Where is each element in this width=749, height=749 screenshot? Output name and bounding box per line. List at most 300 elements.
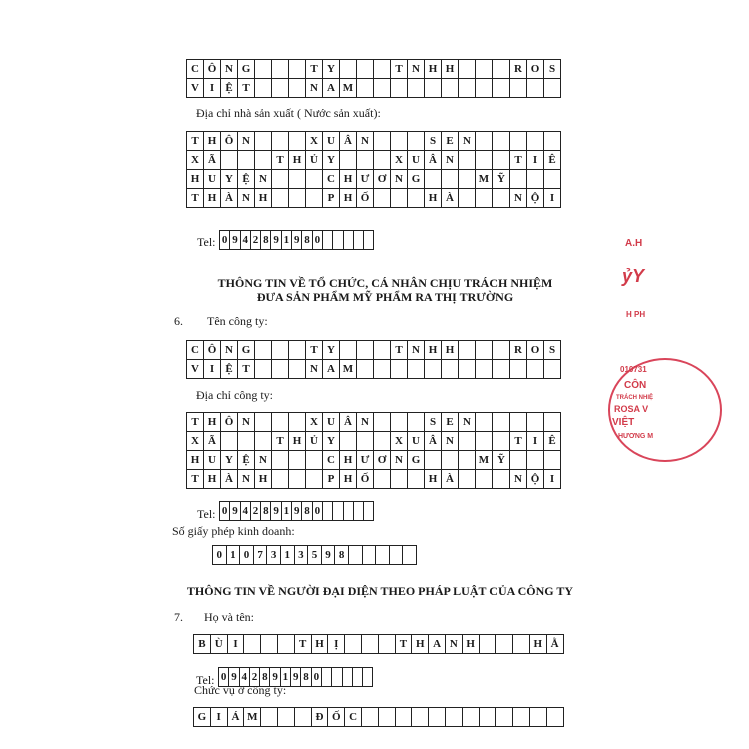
- char-box: I: [544, 189, 561, 208]
- char-box: 2: [251, 502, 261, 521]
- char-box: X: [187, 432, 204, 451]
- char-box: [544, 170, 561, 189]
- char-box: [544, 413, 561, 432]
- char-box: X: [187, 151, 204, 170]
- char-box: N: [408, 341, 425, 360]
- char-box: [544, 132, 561, 151]
- char-box: 8: [260, 668, 270, 687]
- char-box: [238, 432, 255, 451]
- char-box: 1: [282, 231, 292, 250]
- char-box: [289, 170, 306, 189]
- char-box: P: [323, 189, 340, 208]
- char-box: M: [340, 79, 357, 98]
- char-box: N: [459, 413, 476, 432]
- char-box: T: [391, 341, 408, 360]
- char-box: 9: [322, 546, 336, 565]
- char-box: [306, 189, 323, 208]
- char-box: B: [194, 635, 211, 654]
- char-box: X: [391, 151, 408, 170]
- char-box: H: [442, 60, 459, 79]
- char-box: [425, 170, 442, 189]
- char-box: 2: [251, 231, 261, 250]
- char-box: [544, 451, 561, 470]
- char-box: [527, 451, 544, 470]
- char-box: [480, 708, 497, 727]
- char-box: Y: [323, 341, 340, 360]
- char-box: V: [187, 79, 204, 98]
- char-box: [344, 231, 354, 250]
- char-box: T: [238, 360, 255, 379]
- char-box: [306, 170, 323, 189]
- char-box: Ơ: [374, 451, 391, 470]
- char-box: H: [187, 451, 204, 470]
- char-box: U: [323, 132, 340, 151]
- char-box: S: [544, 60, 561, 79]
- char-box: [442, 360, 459, 379]
- char-box: [357, 360, 374, 379]
- char-box: 1: [282, 502, 292, 521]
- seal-sub-text: H PH: [626, 310, 646, 319]
- char-box: Ệ: [238, 170, 255, 189]
- char-box: [374, 360, 391, 379]
- char-box: H: [425, 470, 442, 489]
- char-box: [362, 708, 379, 727]
- char-box: Á: [228, 708, 245, 727]
- char-box: O: [527, 341, 544, 360]
- char-box: [333, 231, 343, 250]
- char-box: [255, 413, 272, 432]
- char-box: [510, 132, 527, 151]
- char-box: N: [510, 189, 527, 208]
- char-box: [391, 79, 408, 98]
- char-box: [530, 708, 547, 727]
- char-box: Ố: [328, 708, 345, 727]
- char-box: [544, 79, 561, 98]
- char-box: [493, 360, 510, 379]
- char-box: [306, 451, 323, 470]
- position-label: Chức vụ ở công ty:: [194, 683, 287, 697]
- char-box: T: [306, 60, 323, 79]
- char-box: [476, 341, 493, 360]
- char-box: 8: [261, 502, 271, 521]
- tel-label-a: Tel:: [197, 235, 216, 249]
- char-box: 4: [241, 502, 251, 521]
- char-box: Ô: [221, 132, 238, 151]
- char-box: [476, 470, 493, 489]
- char-box: Â: [425, 151, 442, 170]
- char-box: Y: [221, 170, 238, 189]
- char-box: Ù: [211, 635, 228, 654]
- seal-ring-line5: HƯƠNG M: [618, 433, 654, 440]
- char-box: [221, 151, 238, 170]
- char-box: C: [187, 341, 204, 360]
- char-box: [255, 60, 272, 79]
- representative-header: THÔNG TIN VỀ NGƯỜI ĐẠI DIỆN THEO PHÁP LUẬT CỦA CÔNG TY: [186, 584, 574, 598]
- char-box: [476, 189, 493, 208]
- char-box: A: [323, 79, 340, 98]
- char-box: H: [187, 170, 204, 189]
- char-box: [527, 360, 544, 379]
- char-box: [493, 341, 510, 360]
- char-box: [442, 451, 459, 470]
- char-box: Ệ: [221, 360, 238, 379]
- char-box: I: [527, 432, 544, 451]
- char-box: [323, 231, 333, 250]
- char-box: S: [425, 413, 442, 432]
- char-box: Ô: [221, 413, 238, 432]
- char-box: [496, 708, 513, 727]
- char-box: [255, 79, 272, 98]
- char-box: G: [238, 341, 255, 360]
- char-box: N: [221, 60, 238, 79]
- char-box: H: [289, 151, 306, 170]
- char-box: [362, 635, 379, 654]
- char-box: P: [323, 470, 340, 489]
- char-box: 0: [312, 668, 322, 687]
- license-label: Số giấy phép kinh doanh:: [172, 524, 295, 538]
- char-box: [493, 79, 510, 98]
- char-box: T: [272, 432, 289, 451]
- char-box: T: [187, 470, 204, 489]
- char-box: S: [425, 132, 442, 151]
- char-box: [476, 79, 493, 98]
- char-box: [442, 79, 459, 98]
- char-box: N: [255, 451, 272, 470]
- char-box: Ã: [204, 151, 221, 170]
- char-box: [390, 546, 404, 565]
- char-box: M: [340, 360, 357, 379]
- char-box: [374, 470, 391, 489]
- char-box: N: [408, 60, 425, 79]
- char-box: Ệ: [238, 451, 255, 470]
- char-box: [527, 132, 544, 151]
- char-box: O: [527, 60, 544, 79]
- char-box: [289, 60, 306, 79]
- char-box: Ơ: [374, 170, 391, 189]
- char-box: [408, 470, 425, 489]
- char-box: [289, 79, 306, 98]
- char-box: A: [429, 635, 446, 654]
- char-box: [354, 502, 364, 521]
- license-grid: [212, 545, 417, 565]
- char-box: [340, 341, 357, 360]
- char-box: [238, 151, 255, 170]
- char-box: [357, 60, 374, 79]
- char-box: T: [187, 132, 204, 151]
- char-box: N: [238, 132, 255, 151]
- char-box: C: [345, 708, 362, 727]
- char-box: H: [425, 341, 442, 360]
- char-box: N: [255, 170, 272, 189]
- char-box: [261, 635, 278, 654]
- char-box: H: [340, 451, 357, 470]
- char-box: X: [391, 432, 408, 451]
- char-box: N: [391, 170, 408, 189]
- char-box: S: [544, 341, 561, 360]
- char-box: X: [306, 132, 323, 151]
- char-box: H: [312, 635, 329, 654]
- char-box: [459, 170, 476, 189]
- char-box: [459, 151, 476, 170]
- company-address-grid: [186, 412, 561, 489]
- char-box: 9: [230, 502, 240, 521]
- char-box: 9: [229, 668, 239, 687]
- char-box: [345, 635, 362, 654]
- char-box: [255, 151, 272, 170]
- char-box: N: [221, 341, 238, 360]
- char-box: [332, 668, 342, 687]
- char-box: U: [204, 170, 221, 189]
- seal-ring-top: 010731: [620, 365, 647, 374]
- char-box: [429, 708, 446, 727]
- char-box: 8: [301, 668, 311, 687]
- char-box: [272, 170, 289, 189]
- char-box: Ư: [357, 170, 374, 189]
- responsible-header-line1: THÔNG TIN VỀ TỔ CHỨC, CÁ NHÂN CHỊU TRÁCH NHIỆM: [217, 276, 553, 290]
- char-box: M: [476, 170, 493, 189]
- full-name-label: Họ và tên:: [204, 610, 254, 624]
- char-box: Ê: [544, 151, 561, 170]
- char-box: [357, 79, 374, 98]
- char-box: 0: [313, 502, 323, 521]
- manufacturer-address-label: Địa chỉ nhà sản xuất ( Nước sản xuất):: [196, 106, 381, 120]
- char-box: [343, 668, 353, 687]
- char-box: Ô: [204, 341, 221, 360]
- char-box: Đ: [312, 708, 329, 727]
- char-box: E: [442, 413, 459, 432]
- char-box: 2: [250, 668, 260, 687]
- char-box: [510, 360, 527, 379]
- seal-ring-line2: TRÁCH NHIỆ: [616, 395, 653, 401]
- char-box: H: [204, 189, 221, 208]
- char-box: G: [408, 451, 425, 470]
- char-box: H: [412, 635, 429, 654]
- char-box: Ã: [204, 432, 221, 451]
- char-box: T: [272, 151, 289, 170]
- char-box: Â: [425, 432, 442, 451]
- char-box: [510, 413, 527, 432]
- tel-grid-6: [219, 501, 374, 521]
- char-box: [527, 170, 544, 189]
- char-box: [340, 151, 357, 170]
- seal-ring-line3: ROSA V: [614, 404, 649, 414]
- char-box: 4: [240, 668, 250, 687]
- char-box: H: [463, 635, 480, 654]
- char-box: R: [510, 341, 527, 360]
- char-box: [306, 470, 323, 489]
- char-box: [278, 708, 295, 727]
- char-box: Ố: [357, 189, 374, 208]
- char-box: 1: [227, 546, 241, 565]
- char-box: [446, 708, 463, 727]
- char-box: N: [446, 635, 463, 654]
- char-box: 0: [213, 546, 227, 565]
- char-box: [374, 189, 391, 208]
- company-seal: [600, 230, 749, 470]
- char-box: N: [306, 79, 323, 98]
- char-box: [374, 341, 391, 360]
- char-box: H: [340, 189, 357, 208]
- char-box: 4: [241, 231, 251, 250]
- char-box: [493, 470, 510, 489]
- char-box: [425, 360, 442, 379]
- char-box: Ủ: [306, 432, 323, 451]
- company-address-label: Địa chỉ công ty:: [196, 388, 273, 402]
- char-box: [374, 132, 391, 151]
- char-box: T: [187, 189, 204, 208]
- char-box: A: [323, 360, 340, 379]
- char-box: Â: [340, 413, 357, 432]
- char-box: [510, 79, 527, 98]
- char-box: T: [391, 60, 408, 79]
- char-box: [408, 189, 425, 208]
- char-box: 1: [281, 668, 291, 687]
- char-box: [544, 360, 561, 379]
- char-box: [363, 668, 373, 687]
- char-box: [391, 470, 408, 489]
- char-box: C: [187, 60, 204, 79]
- char-box: U: [408, 432, 425, 451]
- char-box: [476, 151, 493, 170]
- char-box: T: [510, 151, 527, 170]
- char-box: Ỹ: [493, 170, 510, 189]
- char-box: [459, 60, 476, 79]
- char-box: 0: [220, 502, 230, 521]
- char-box: [459, 79, 476, 98]
- char-box: 9: [271, 502, 281, 521]
- char-box: [493, 132, 510, 151]
- char-box: [272, 413, 289, 432]
- char-box: T: [306, 341, 323, 360]
- char-box: À: [442, 470, 459, 489]
- char-box: [289, 470, 306, 489]
- char-box: [391, 413, 408, 432]
- position-grid: [193, 707, 564, 727]
- char-box: Ị: [328, 635, 345, 654]
- char-box: 0: [240, 546, 254, 565]
- seal-mark-text: ỷY: [622, 266, 645, 286]
- char-box: 1: [281, 546, 295, 565]
- char-box: [353, 668, 363, 687]
- char-box: N: [238, 413, 255, 432]
- char-box: 3: [295, 546, 309, 565]
- char-box: [459, 432, 476, 451]
- char-box: I: [204, 79, 221, 98]
- tel-label-7: Tel:: [196, 673, 215, 687]
- char-box: [476, 432, 493, 451]
- char-box: H: [204, 132, 221, 151]
- responsible-header-line2: ĐƯA SẢN PHẨM MỸ PHẨM RA THỊ TRƯỜNG: [256, 290, 514, 304]
- char-box: [391, 132, 408, 151]
- char-box: À: [442, 189, 459, 208]
- char-box: [289, 132, 306, 151]
- char-box: Ủ: [306, 151, 323, 170]
- char-box: [391, 360, 408, 379]
- char-box: H: [425, 189, 442, 208]
- char-box: [493, 189, 510, 208]
- char-box: À: [221, 189, 238, 208]
- char-box: H: [204, 413, 221, 432]
- char-box: [289, 451, 306, 470]
- char-box: V: [187, 360, 204, 379]
- char-box: [289, 341, 306, 360]
- company-name-grid-6: [186, 340, 561, 379]
- char-box: [322, 668, 332, 687]
- char-box: [272, 60, 289, 79]
- char-box: [255, 132, 272, 151]
- char-box: N: [357, 413, 374, 432]
- char-box: [255, 341, 272, 360]
- tel-label-6: Tel:: [197, 507, 216, 521]
- char-box: [261, 708, 278, 727]
- char-box: À: [221, 470, 238, 489]
- char-box: [272, 360, 289, 379]
- char-box: [357, 151, 374, 170]
- char-box: 9: [292, 231, 302, 250]
- char-box: [396, 708, 413, 727]
- char-box: Ằ: [547, 635, 564, 654]
- char-box: [255, 432, 272, 451]
- char-box: [408, 79, 425, 98]
- char-box: 9: [270, 668, 280, 687]
- char-box: H: [255, 189, 272, 208]
- char-box: H: [255, 470, 272, 489]
- char-box: 9: [230, 231, 240, 250]
- char-box: 8: [302, 502, 312, 521]
- char-box: 0: [313, 231, 323, 250]
- char-box: [289, 413, 306, 432]
- char-box: 8: [302, 231, 312, 250]
- char-box: [289, 360, 306, 379]
- char-box: [333, 502, 343, 521]
- char-box: [289, 189, 306, 208]
- char-box: N: [306, 360, 323, 379]
- char-box: [496, 635, 513, 654]
- char-box: 7: [254, 546, 268, 565]
- char-box: [295, 708, 312, 727]
- char-box: [408, 132, 425, 151]
- char-box: N: [459, 132, 476, 151]
- char-box: Y: [323, 60, 340, 79]
- char-box: [357, 432, 374, 451]
- char-box: Ư: [357, 451, 374, 470]
- char-box: Y: [221, 451, 238, 470]
- char-box: [272, 132, 289, 151]
- char-box: H: [340, 170, 357, 189]
- char-box: U: [408, 151, 425, 170]
- char-box: [379, 635, 396, 654]
- char-box: [272, 79, 289, 98]
- manufacturer-address-grid: [186, 131, 561, 208]
- company-name-grid-a: [186, 59, 561, 98]
- char-box: 0: [219, 668, 229, 687]
- char-box: 5: [308, 546, 322, 565]
- char-box: [408, 360, 425, 379]
- char-box: I: [204, 360, 221, 379]
- char-box: [221, 432, 238, 451]
- char-box: [425, 79, 442, 98]
- char-box: [272, 470, 289, 489]
- char-box: [459, 360, 476, 379]
- char-box: N: [510, 470, 527, 489]
- char-box: [363, 546, 377, 565]
- section-6-number: 6.: [174, 314, 183, 328]
- char-box: [412, 708, 429, 727]
- char-box: Y: [323, 432, 340, 451]
- section-7-number: 7.: [174, 610, 183, 624]
- char-box: N: [238, 189, 255, 208]
- char-box: U: [204, 451, 221, 470]
